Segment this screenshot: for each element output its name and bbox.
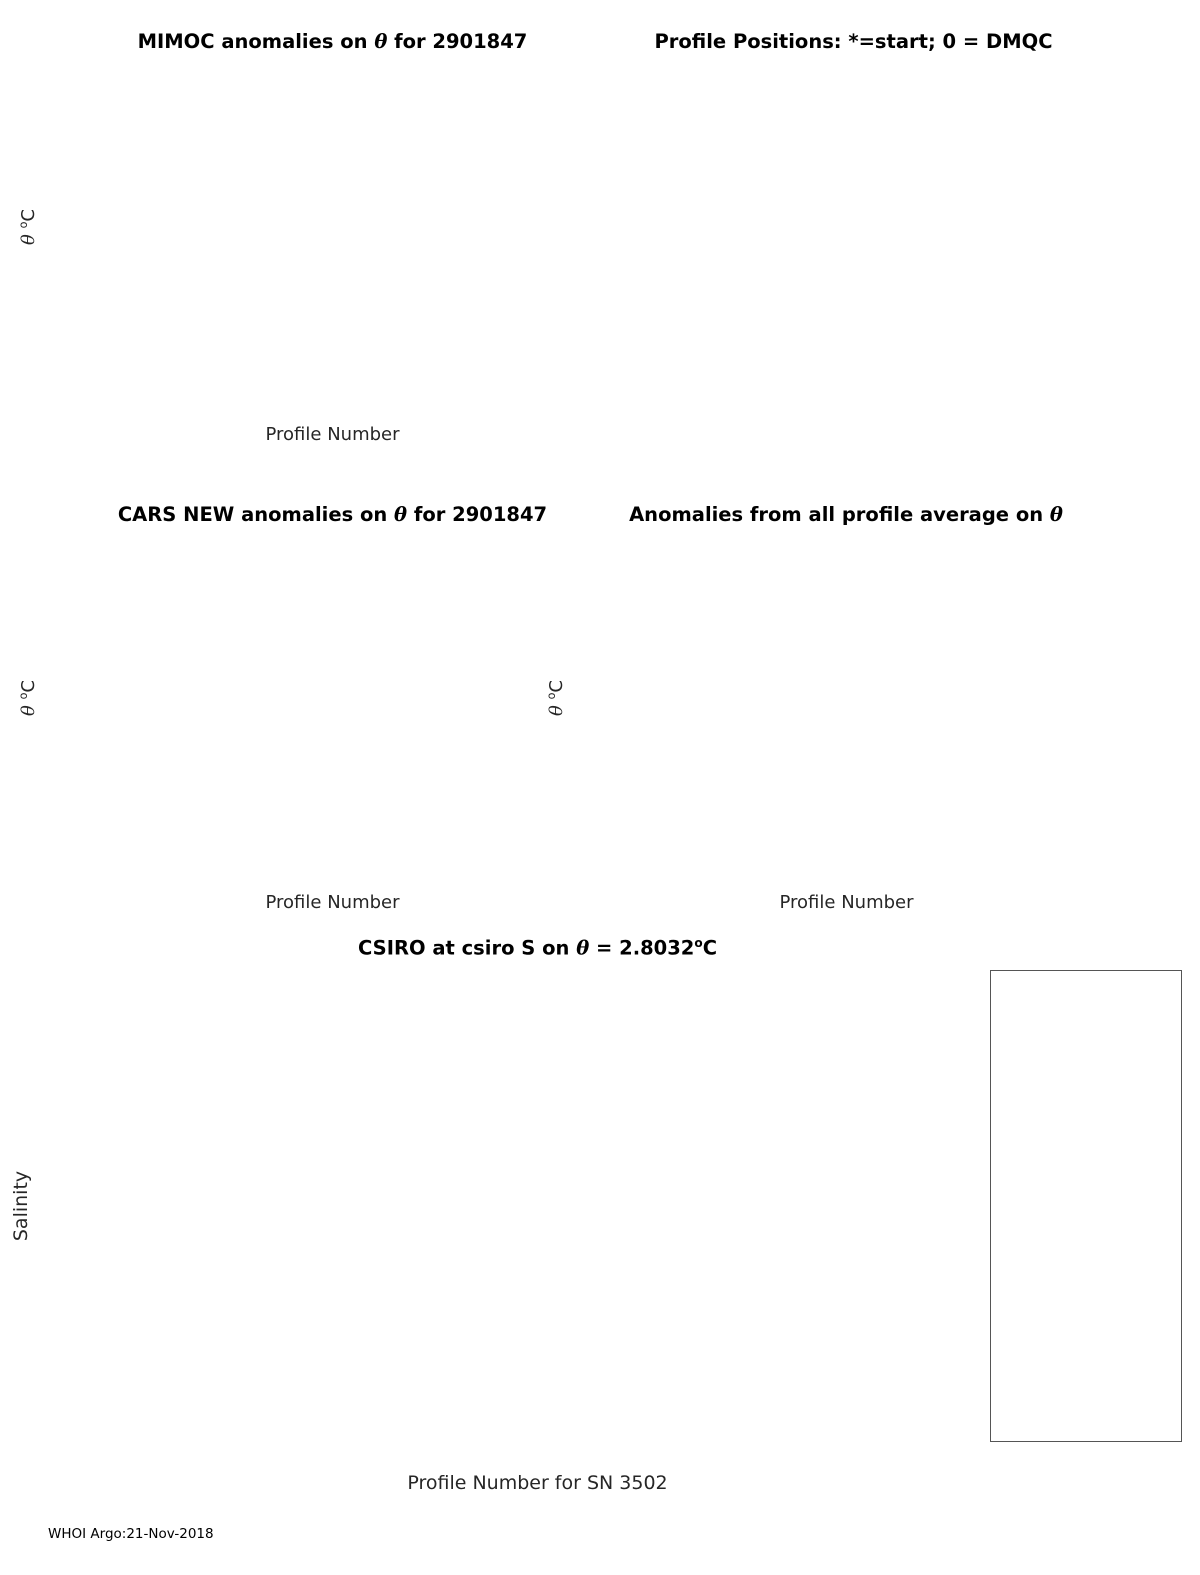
colorbar-canvas [1116, 62, 1146, 868]
salinity-xlabel: Profile Number for SN 3502 [407, 1472, 668, 1494]
label-part: o [694, 936, 703, 950]
profile-positions-title [620, 30, 1087, 53]
label-part: θ [1049, 503, 1063, 526]
cars-title [60, 503, 605, 526]
label-part: θ [18, 705, 39, 716]
label-part: CARS NEW anomalies on [117, 503, 395, 526]
mimoc-heatmap-canvas [95, 62, 570, 390]
avg-heatmap-canvas [608, 535, 1085, 860]
label-part: θ [576, 936, 590, 960]
label-part: CSIRO at csiro S on [358, 936, 577, 960]
csiro-title [95, 936, 980, 960]
label-part: C [702, 936, 717, 960]
footer-text: WHOI Argo:21-Nov-2018 [48, 1526, 214, 1542]
label-part: o [545, 692, 558, 700]
label-part: Profile Positions: *=start; 0 = DMQC [654, 30, 1053, 53]
label-part: = 2.8032 [589, 936, 695, 960]
avg-title [596, 503, 1096, 526]
label-part: for 2901847 [407, 503, 548, 526]
legend-box [990, 970, 1182, 1442]
cars-xlabel: Profile Number [265, 892, 400, 913]
label-part: θ [374, 30, 388, 53]
avg-xlabel: Profile Number [779, 892, 914, 913]
profile-positions-map-canvas [620, 62, 1087, 393]
label-part [546, 699, 567, 705]
label-part: C [546, 680, 567, 693]
label-part: o [17, 692, 30, 700]
mimoc-title [95, 30, 570, 53]
label-part: θ [546, 705, 567, 716]
mimoc-xlabel: Profile Number [265, 424, 400, 445]
salinity-ylabel: Salinity [10, 1170, 32, 1242]
label-part: C [18, 680, 39, 693]
label-part: MIMOC anomalies on [137, 30, 375, 53]
label-part: o [17, 221, 30, 229]
label-part: for 2901847 [387, 30, 528, 53]
avg-ylabel [545, 658, 567, 738]
label-part: C [18, 209, 39, 222]
cars-heatmap-canvas [95, 535, 570, 860]
label-part: θ [18, 234, 39, 245]
salinity-chart-canvas [95, 970, 980, 1440]
cars-ylabel [17, 658, 39, 738]
label-part: θ [394, 503, 408, 526]
mimoc-ylabel [17, 187, 39, 267]
label-part [18, 228, 39, 234]
label-part: Anomalies from all profile average on [629, 503, 1050, 526]
label-part [18, 699, 39, 705]
